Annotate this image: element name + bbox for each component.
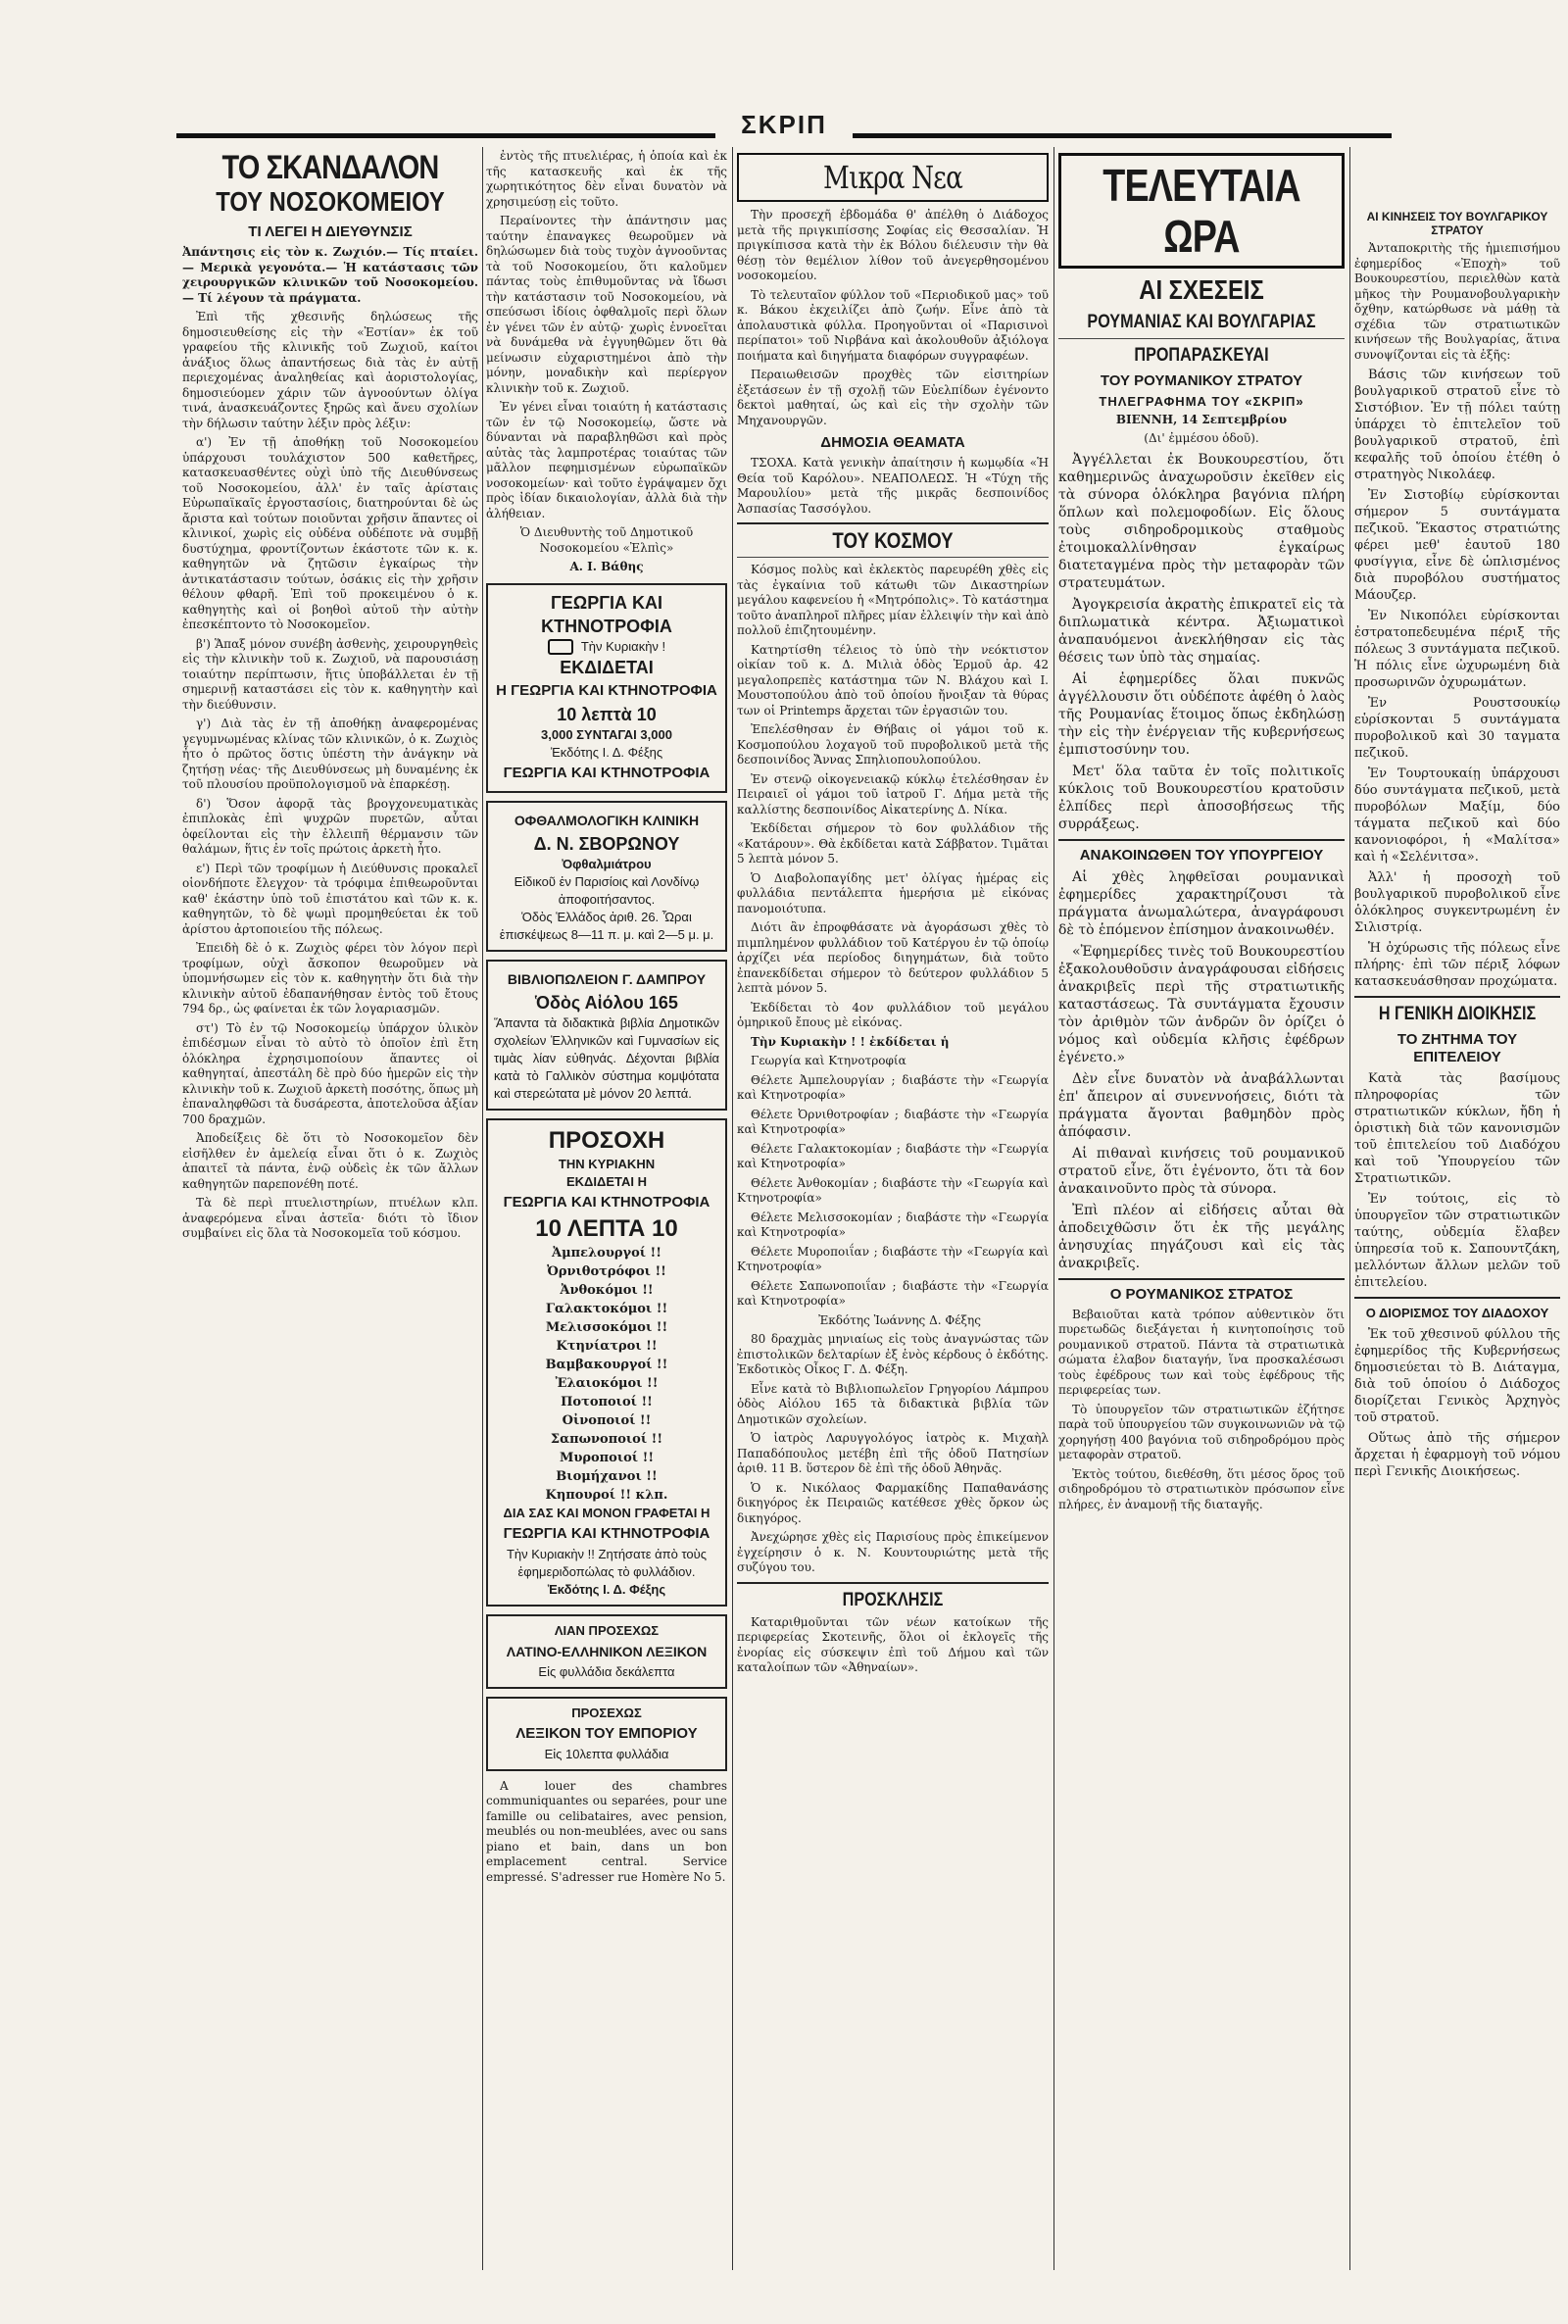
- column-4: [1058, 149, 1345, 2266]
- paragraph: Θέλετε Μελισσοκομίαν ; διαβάστε τὴν «Γεωργία καὶ Κτηνοτροφία»: [737, 1210, 1049, 1239]
- ad-line: ΓΕΩΡΓΙΑ ΚΑΙ ΚΤΗΝΟΤΡΟΦΙΑ: [503, 1524, 710, 1542]
- paragraph: Ἀγογκρεισία ἀκρατὴς ἐπικρατεῖ εἰς τὰ διπλωματικὰ κέντρα. Ἀξιωματικοὶ ἀναπαυόμενοι ἀνεκλήθησαν εἰς τὰς θέσεις των ὑπὸ τὰς σημαίας.: [1058, 596, 1345, 666]
- paragraph: Τὴν Κυριακὴν ! ! ἐκδίδεται ἡ: [751, 1034, 950, 1049]
- headline: ΑΝΑΚΟΙΝΩΘΕΝ ΤΟΥ ΥΠΟΥΡΓΕΙΟΥ: [1079, 846, 1324, 864]
- divider: [1058, 338, 1345, 339]
- masthead: [176, 106, 1392, 145]
- divider: [1058, 839, 1345, 841]
- ad-line: ΛΕΞΙΚΟΝ ΤΟΥ ΕΜΠΟΡΙΟΥ: [515, 1724, 698, 1742]
- ad-line: ΠΡΟΣΕΧΩΣ: [571, 1705, 642, 1720]
- list-item: Ἀμπελουργοί !!: [552, 1245, 662, 1261]
- paragraph: Γεωργία καὶ Κτηνοτροφία: [751, 1054, 906, 1067]
- paragraph: Αἱ χθὲς ληφθεῖσαι ρουμανικαὶ ἐφημερίδες χαρακτηρίζουσι τὰ πράγματα ἀνωμαλώτερα, ἀναγράφουσι δὲ τὸ ἑπόμενον ἐπίσημον ἀνακοινωθέν.: [1058, 868, 1345, 938]
- ad-line: ΕΚΔΙΔΕΤΑΙ Η: [565, 1173, 647, 1189]
- divider: [1354, 996, 1560, 998]
- ad-footer: ΓΕΩΡΓΙΑ ΚΑΙ ΚΤΗΝΟΤΡΟΦΙΑ: [503, 764, 710, 781]
- dateline-via: (Δι' ἐμμέσου ὁδοῦ).: [1144, 431, 1259, 445]
- headline: ΤΟ ΖΗΤΗΜΑ ΤΟΥ ΕΠΙΤΕΛΕΙΟΥ: [1396, 1031, 1518, 1065]
- article-subtitle: ΤΟΥ ΝΟΣΟΚΟΜΕΙΟΥ: [216, 186, 445, 217]
- paragraph: «Ἐφημερίδες τινὲς τοῦ Βουκουρεστίου ἐξακολουθοῦσιν ἀναγράφουσαι εἰδήσεις ἀνακριβεῖς περὶ τῆς στρατιωτικῆς καταστάσεως. Τὰ συντάγματα ἔχουσιν τὸν ἀριθμὸν τῶν ἀνδρῶν ὃν ὁρίζει ὁ νόμος καὶ οὐδεμία κλῆσις ἐφέδρων ἐγένετο.»: [1058, 943, 1345, 1065]
- list-item: Γαλακτοκόμοι !!: [545, 1301, 668, 1316]
- paragraph: 80 δραχμὰς μηνιαίως εἰς τοὺς ἀναγνώστας τῶν ἐπιστολικῶν δελταρίων ἐξ ἑνὸς κέρδους ὁ ἐκδότης. Ἐκδοτικὸς Οἶκος Γ. Δ. Φέξη.: [737, 1332, 1049, 1376]
- paragraph: Ἀνταποκριτὴς τῆς ἡμιεπισήμου ἐφημερίδος «Ἐποχὴ» τοῦ Βουκουρεστίου, περιελθὼν κατὰ μῆκος τὴν Ρουμανοβουλγαρικὴν ὄχθην, κατώρθωσε νὰ μάθῃ τὰ σχέδια τῶν στρατιωτικῶν κινήσεων τῆς Βουλγαρίας, ἅτινα συνοψίζονται εἰς τὰ ἑξῆς:: [1354, 241, 1560, 362]
- french-notice: A louer des chambres communiquantes ou separées, pour une famille ou celibataires, avec pension, meublés ou non-meublées, avec ou sans piano et bain, dans un bon emplacement central. Service empressé. S'adresser rue Homère No 5.: [486, 1778, 727, 1884]
- paragraph: Ἐν στενῷ οἰκογενειακῷ κύκλῳ ἐτελέσθησαν ἐν Πειραιεῖ οἱ γάμοι τοῦ ἰατροῦ Γ. Δήμα μετὰ τῆς καλλίστης δεσποινίδος Αἰκατερίνης Δ. Νίκα.: [737, 771, 1049, 816]
- ad-line: ΟΦΘΑΛΜΟΛΟΓΙΚΗ ΚΛΙΝΙΚΗ: [514, 812, 700, 828]
- headline: Ο ΔΙΟΡΙΣΜΟΣ ΤΟΥ ΔΙΑΔΟΧΟΥ: [1365, 1306, 1549, 1320]
- list-item: Ὀρνιθοτρόφοι !!: [547, 1263, 666, 1279]
- list-item: Κηπουροί !! κλπ.: [545, 1487, 668, 1503]
- paragraph: β') Ἅπαξ μόνον συνέβη ἀσθενὴς, χειρουργηθεὶς εἰς τὴν κλινικὴν τοῦ κ. Ζωχιοῦ, νὰ παρουσιάσῃ τοιαύτην περίπτωσιν, ἥτις ὑποβάλλεται ἐν τῇ σημερινῇ καταστάσει εἰς τὸν κ. καθηγητὴν καὶ τὴν διεύθυνσιν.: [182, 636, 478, 712]
- headline: Η ΓΕΝΙΚΗ ΔΙΟΙΚΗΣΙΣ: [1378, 1004, 1537, 1024]
- paragraph: Περαίνοντες τὴν ἀπάντησιν μας ταύτην ἐπαναγκες θεωροῦμεν νὰ δηλώσωμεν διὰ τοὺς τυχὸν ἀγνοοῦντας τὰ τοῦ Νοσοκομείου, ὅτι καλοῦμεν πάντας τοὺς ἐπιθυμοῦντας νὰ ἴδωσι τὴν κατάστασιν τοῦ Νοσοκομείου, νὰ σπεύσωσι ἰδίοις ὀφθαλμοῖς περὶ ὅλων ἐν γένει τῶν ἐν αὐτῷ· χωρὶς ἐννοεῖται νὰ δυνάμεθα νὰ ἐγγυηθῶμεν ὅτι θὰ μείνωσιν εὐχαριστημένοι ἀπὸ τὴν μόνην, μοναδικὴν καὶ περίεργον κλινικὴν τοῦ κ. Ζωχιοῦ.: [486, 214, 727, 395]
- paragraph: Βάσις τῶν κινήσεων τοῦ βουλγαρικοῦ στρατοῦ εἶνε τὸ Σιστόβιον. Ἐν τῇ πόλει ταύτῃ ὑπάρχει τὸ ἐπιτελεῖον τοῦ βουλγαρικοῦ στρατοῦ, ἐπὶ κεφαλῆς τοῦ ὁποίου ἐτέθη ὁ στρατηγὸς Νικολάεφ.: [1354, 368, 1560, 482]
- list-item: Οἰνοποιοί !!: [562, 1412, 652, 1428]
- paragraph: Ἐκδότης Ἰωάννης Δ. Φέξης: [818, 1312, 981, 1327]
- paragraph: Αἱ πιθαναὶ κινήσεις τοῦ ρουμανικοῦ στρατοῦ εἶνε, ὅτι ἐγένοντο, ὅτι τὰ 6ον ἀνακαινοῦντο πρὸς τὰ σύνορα.: [1058, 1145, 1345, 1197]
- divider: [737, 557, 1049, 558]
- article-kicker: ΤΙ ΛΕΓΕΙ Η ΔΙΕΥΘΥΝΣΙΣ: [248, 223, 413, 240]
- list-item: Κτηνίατροι !!: [556, 1338, 658, 1354]
- column-3: [737, 149, 1049, 2266]
- paragraph: Ἐπὶ πλέον αἱ εἰδήσεις αὗται θὰ ἀποδειχθῶσιν ὅτι ἐκ τῆς μεγάλης ἀνησυχίας πηγάζουσι καὶ εἰς τὰς ἀνακριβεῖς.: [1058, 1202, 1345, 1271]
- paragraph: Ἐν Σιστοβίῳ εὑρίσκονται σήμερον 5 συντάγματα πεζικοῦ. Ἕκαστος στρατιώτης φέρει μεθ' ἑαυτοῦ 180 φυσίγγια, εἶνε δὲ ὡπλισμένος διὰ πυροβόλου συστήματος Μάουζερ.: [1354, 488, 1560, 603]
- paragraph: ἐντὸς τῆς πτυελιέρας, ἡ ὁποία καὶ ἐκ τῆς κατασκευῆς καὶ ἐκ τῆς χωρητικότητος δὲν εἶναι δυνατὸν νὰ χρησιμεύσῃ εἰς τοῦτο.: [486, 149, 727, 209]
- headline: ΡΟΥΜΑΝΙΑΣ ΚΑΙ ΒΟΥΛΓΑΡΙΑΣ: [1087, 312, 1316, 332]
- list-item: Βαμβακουργοί !!: [545, 1357, 668, 1372]
- telegram-label: ΤΗΛΕΓΡΑΦΗΜΑ ΤΟΥ «ΣΚΡΙΠ»: [1099, 394, 1304, 409]
- paragraph: Ὁ Διαβολοπαγίδης μετ' ὀλίγας ἡμέρας εἰς φυλλάδια πεντάλεπτα ἡμερήσια μὲ εἰκόνας πανομοιότυπα.: [737, 870, 1049, 915]
- section-heading: ΤΟΥ ΚΟΣΜΟΥ: [832, 528, 954, 553]
- paragraph: Ἀνεχώρησε χθὲς εἰς Παρισίους πρὸς ἐπικείμενον ἐγχείρησιν ὁ κ. Ν. Κουντουριώτης μετὰ τῆς συζύγου του.: [737, 1530, 1049, 1574]
- list-item: Σαπωνοποιοί !!: [550, 1431, 663, 1447]
- paragraph: Θέλετε Σαπωνοποιΐαν ; διαβάστε τὴν «Γεωργία καὶ Κτηνοτροφία»: [737, 1278, 1049, 1308]
- paragraph: Οὕτως ἀπὸ τῆς σήμερον ἄρχεται ἡ ἐφαρμογὴ τοῦ νόμου περὶ Γενικῆς Διοικήσεως.: [1354, 1431, 1560, 1479]
- paragraph: Κατὰ τὰς βασίμους πληροφορίας τῶν στρατιωτικῶν κύκλων, ἤδη ἡ ὁριστικὴ διὰ τῶν κανονισμῶν τοῦ ἐπιτελείου τοῦ Διαδόχου καὶ τοῦ Ὑπουργείου τῶν Στρατιωτικῶν.: [1354, 1071, 1560, 1186]
- ad-line: 3,000 ΣΥΝΤΑΓΑΙ 3,000: [541, 726, 672, 742]
- paragraph: Ἐν γένει εἶναι τοιαύτη ἡ κατάστασις τῶν ἐν τῷ Νοσοκομείῳ, ὥστε νὰ δύνανται νὰ παραβληθῶσι καὶ πρὸς αὐτὰς τὰς λαμπροτέρας τοιαύτας τῶν μᾶλλον πεφημισμένων εὐρωπαϊκῶν νοσοκομείων· καὶ τοῦτο ἐγράψαμεν ὄχι πρὸς ἰδίαν δικαιολογίαν, ἀλλὰ διὰ τὴν ἀλήθειαν.: [486, 400, 727, 520]
- ad-line: Ὁδὸς Αἰόλου 165: [535, 992, 678, 1013]
- title-spacer: [1354, 149, 1560, 204]
- column-5: [1354, 149, 1560, 2266]
- paragraph: Θέλετε Ἀνθοκομίαν ; διαβάστε τὴν «Γεωργία καὶ Κτηνοτροφία»: [737, 1175, 1049, 1205]
- paragraph: Δὲν εἶνε δυνατὸν νὰ ἀναβάλλωνται ἐπ' ἄπειρον αἱ συνεννοήσεις, διότι τὰ πράγματα ἄγονται βαθμηδὸν πρὸς ἀπόφασιν.: [1058, 1070, 1345, 1140]
- divider: [737, 522, 1049, 524]
- ad-line: Ἐκδότης Ι. Δ. Φέξης: [550, 744, 663, 760]
- ad-line: Εἰς φυλλάδια δεκάλεπτα: [538, 1663, 675, 1679]
- ad-line: Ὁδὸς Ἑλλάδος ἀριθ. 26. Ὧραι ἐπισκέψεως 8—11 π. μ. καὶ 2—5 μ. μ.: [499, 909, 714, 942]
- ad-line: Ὀφθαλμιάτρου: [562, 856, 652, 871]
- paragraph: Διότι ἂν ἐπροφθάσατε νὰ ἀγοράσωσι χθὲς τὸ πιμπλημένον φυλλάδιον τοῦ Κατέργου ἐν τῷ ὁποίῳ ἀρχίζει νέα περίοδος διηγημάτων, διὰ τοῦτο ἐπανεκδίδεται σήμερον τὸ δεύτερον φυλλάδιον 5 λεπτὰ μόνον 5.: [737, 920, 1049, 995]
- ad-prosochi: [486, 1118, 727, 1607]
- paragraph: Ἀποδείξεις δὲ ὅτι τὸ Νοσοκομεῖον δὲν εἰσῆλθεν ἐν ἀμελείᾳ εἶναι ὅτι ὁ κ. Ζωχιὸς ἀπαιτεῖ τὰ πάντα, ἐνῷ οὐδεὶς ἐκ τῶν ἄλλων καθηγητῶν παρεπονέθη ποτέ.: [182, 1131, 478, 1191]
- paragraph: Ἐπὶ τῆς χθεσινῆς δηλώσεως τῆς δημοσιευθείσης εἰς τὴν «Ἑστίαν» ἐκ τοῦ γραφείου τῆς κλινικῆς τοῦ Ζωχιοῦ, καίτοι ἀνάξιος ὅλως ἀπαντήσεως διὰ τὰς ἐν αὐτῇ περιεχομένας ἀναληθείας καὶ ἀοριστολογίας, δημοσιεύομεν χάριν τῶν ἀγνοούντων ὀλίγα τινά, ἀνασκευάζοντες ξηρῶς καὶ ἄνευ σχολίων τὴν δήλωσιν ταύτην λέξιν πρὸς λέξιν:: [182, 310, 478, 430]
- ad-list: [494, 1244, 719, 1505]
- ad-line: 10 ΛΕΠΤΑ 10: [535, 1214, 678, 1242]
- dateline: ΒΙΕΝΝΗ, 14 Σεπτεμβρίου: [1115, 412, 1288, 426]
- paragraph: Τὴν προσεχῆ ἑβδομάδα θ' ἀπέλθη ὁ Διάδοχος μετὰ τῆς πριγκιπίσσης Σοφίας εἰς Θεσσαλίαν. Ἡ πριγκίπισσα κατὰ τὴν ἐκ Βόλου διέλευσιν τὴν θὰ θέσῃ τὸν θεμέλιον λίθον τοῦ ἀνεγερθησομένου νοσοκομείου.: [737, 208, 1049, 282]
- column-2: [486, 149, 727, 2266]
- ad-line: 10 λεπτὰ 10: [557, 704, 657, 724]
- column-divider: [732, 147, 733, 2270]
- ad-line: Ἐκδότης Ι. Δ. Φέξης: [547, 1581, 666, 1597]
- ad-line: ΓΕΩΡΓΙΑ ΚΑΙ ΚΤΗΝΟΤΡΟΦΙΑ: [503, 1193, 710, 1211]
- paragraph: ε') Περὶ τῶν τροφίμων ἡ Διεύθυνσις προκαλεῖ οἱονδήποτε ἔλεγχον· τὰ τρόφιμα ἐπιθεωροῦνται καθ' ἑκάστην ὑπὸ τοῦ ἐπιστάτου καὶ τῶν κ. κ. καθηγητῶν, τὸ δὲ ψωμὶ προμηθεύεται ἐκ τοῦ ἀρίστου ἀρτοποιείου τῆς πόλεως.: [182, 861, 478, 936]
- divider: [737, 1582, 1049, 1584]
- headline: ΑΙ ΚΙΝΗΣΕΙΣ ΤΟΥ ΒΟΥΛΓΑΡΙΚΟΥ ΣΤΡΑΤΟΥ: [1366, 210, 1548, 237]
- ad-line: [494, 638, 719, 656]
- column-1: [182, 149, 478, 2266]
- paragraph: Τὸ τελευταῖον φύλλον τοῦ «Περιοδικοῦ μας» τοῦ κ. Βάκου ἐκχειλίζει ἀπὸ ζωήν. Εἶνε ἀπὸ τὰ ἀπολαυστικὰ φύλλα. Προηγοῦνται οἱ «Παρισινοὶ περίπατοι» τοῦ Νιρβάνα καὶ ἀκολουθοῦν ἀξιόλογα ποιήματα καὶ διηγήματα διαφόρων συγγραφέων.: [737, 287, 1049, 363]
- section-heading: ΔΗΜΟΣΙΑ ΘΕΑΜΑΤΑ: [820, 434, 965, 451]
- ad-line: Η ΓΕΩΡΓΙΑ ΚΑΙ ΚΤΗΝΟΤΡΟΦΙΑ: [496, 681, 717, 699]
- latest-title: ΤΕΛΕΥΤΑΙΑ ΩΡΑ: [1102, 160, 1300, 262]
- masthead-title: ΣΚΡΙΠ: [715, 110, 853, 140]
- list-item: Μυροποιοί !!: [559, 1450, 655, 1465]
- ad-line: Τὴν Κυριακὴν !! Ζητήσατε ἀπὸ τοὺς ἐφημεριδοπώλας τὸ φυλλάδιον.: [506, 1546, 708, 1579]
- signature-name: Α. Ι. Βάθης: [569, 560, 644, 573]
- headline: ΑΙ ΣΧΕΣΕΙΣ: [1139, 274, 1264, 305]
- list-item: Ἀνθοκόμοι !!: [560, 1282, 654, 1298]
- divider: [1058, 1278, 1345, 1280]
- ad-line: ΠΡΟΣΟΧΗ: [548, 1126, 665, 1154]
- paragraph: Ἀλλ' ἡ προσοχὴ τοῦ βουλγαρικοῦ πυροβολικοῦ εἶνε ὁλόκληρος συγκεντρωμένη ἐν Σιλιστρίᾳ.: [1354, 870, 1560, 935]
- paragraph: Ἐπειδὴ δὲ ὁ κ. Ζωχιὸς φέρει τὸν λόγον περὶ τροφίμων, οὐχὶ ἄσκοπον θεωροῦμεν νὰ ὑπομνήσωμεν εἰς τὸν κ. καθηγητὴν ὅτι διὰ τὴν κλινικὴν αὐτοῦ ἐδαπανήθησαν ἐντὸς τοῦ ἔτους 794 δρ., ὡς φαίνεται ἐκ τῶν λογαριασμῶν.: [182, 941, 478, 1015]
- paragraph: Θέλετε Γαλακτοκομίαν ; διαβάστε τὴν «Γεωργία καὶ Κτηνοτροφία»: [737, 1141, 1049, 1170]
- column-divider: [1349, 147, 1350, 2270]
- headline: ΠΡΟΠΑΡΑΣΚΕΥΑΙ: [1134, 345, 1269, 366]
- paragraph: Ἐν Ρουστσουκίῳ εὑρίσκονται 5 συντάγματα πυροβολικοῦ καὶ 30 ταγματα πεζικοῦ.: [1354, 696, 1560, 761]
- paragraph: Ἐν Τουρτουκαίῃ ὑπάρχουσι δύο συντάγματα πεζικοῦ, μετὰ πυροβόλων Μαξίμ, δύο τάγματα πεζικοῦ καὶ δύο κανονιοφόροι, ἡ «Μαλίτσα» καὶ ἡ «Σελένιτσα».: [1354, 766, 1560, 865]
- ad-line: Εἰς 10λεπτα φυλλάδια: [544, 1746, 669, 1761]
- ad-georgia: [486, 583, 727, 793]
- list-item: Ποτοποιοί !!: [561, 1394, 653, 1409]
- paragraph: Θέλετε Μυροποιΐαν ; διαβάστε τὴν «Γεωργία καὶ Κτηνοτροφία»: [737, 1244, 1049, 1273]
- paragraph: Θέλετε Ὀρνιθοτροφίαν ; διαβάστε τὴν «Γεωργία καὶ Κτηνοτροφία»: [737, 1107, 1049, 1136]
- paragraph: Μετ' ὅλα ταῦτα ἐν τοῖς πολιτικοῖς κύκλοις τοῦ Βουκουρεστίου κρατοῦσιν ἐλπίδες περὶ ἀποσοβήσεως τῆς συρράξεως.: [1058, 763, 1345, 832]
- ad-line: Ἅπαντα τὰ διδακτικὰ βιβλία Δημοτικῶν σχολείων Ἑλληνικῶν καὶ Γυμνασίων εἰς τιμὰς λίαν εὐθηνάς. Δέχονται βιβλία κατὰ τὸ Γαλλικὸν σύστημα κομψότατα καὶ στερεώτατα μὲ μόνον 20 λεπτά.: [494, 1014, 719, 1101]
- list-item: Ἐλαιοκόμοι !!: [555, 1375, 659, 1391]
- paragraph: δ') Ὅσον ἀφορᾷ τὰς βρογχονευματικὰς ἐπιπλοκὰς ἐπὶ ψυχρῶν πυρετῶν, αὗται ὀφείλονται εἰς τὴν ἐλλειπῆ θέρμανσιν τῶν θαλάμων, ἥτις ἐν τοῖς πρώτοις ἀρκετὴ ἦτο.: [182, 796, 478, 856]
- ad-text: Τὴν Κυριακὴν !: [580, 638, 666, 654]
- ad-line: ΕΚΔΙΔΕΤΑΙ: [560, 657, 654, 677]
- paragraph: Καταριθμοῦνται τῶν νέων κατοίκων τῆς περιφερείας Σκοτεινῆς, ὅλοι οἱ ἐκλογεῖς τῆς ἐνορίας εἰς σύσκεψιν ἐπὶ τοῦ Δήμου καὶ τῶν καταλοίπων τῶν «Ἀθηναίων».: [737, 1614, 1049, 1674]
- ad-line: ΛΙΑΝ ΠΡΟΣΕΧΩΣ: [554, 1622, 660, 1638]
- ad-line: ΔΙΑ ΣΑΣ ΚΑΙ ΜΟΝΟΝ ΓΡΑΦΕΤΑΙ Η: [503, 1505, 710, 1520]
- article-title: ΤΟ ΣΚΑΝΔΑΛΟΝ: [221, 149, 439, 186]
- list-item: Βιομήχανοι !!: [556, 1468, 658, 1484]
- paragraph: ΤΣΟΧΑ. Κατὰ γενικὴν ἀπαίτησιν ἡ κωμῳδία «Ἡ Θεία τοῦ Καρόλου». ΝΕΑΠΟΛΕΩΣ. Ἡ «Τύχη τῆς Μαρουλίου» μετὰ τῆς μικρᾶς δεσποινίδος Ἀσπασίας Τασσόγλου.: [737, 456, 1049, 516]
- paragraph: Ἐκ τοῦ χθεσινοῦ φύλλου τῆς ἐφημερίδος τῆς Κυβερνήσεως δημοσιεύεται τὸ Β. Διάταγμα, διὰ τοῦ ὁποίου ὁ Διάδοχος διορίζεται Γενικὸς Ἀρχηγὸς τοῦ στρατοῦ.: [1354, 1327, 1560, 1425]
- ad-line: Δ. Ν. ΣΒΟΡΩΝΟΥ: [533, 833, 680, 854]
- list-item: Μελισσοκόμοι !!: [545, 1319, 668, 1335]
- paragraph: Περαιωθεισῶν προχθὲς τῶν εἰσιτηρίων ἐξετάσεων ἐν τῇ σχολῇ τῶν Εὐελπίδων ἐγένοντο δεκτοὶ μαθηταί, ὡς καὶ εἰς τὴν σχολὴν τῶν Μηχανουργῶν.: [737, 368, 1049, 427]
- column-divider: [482, 147, 483, 2270]
- ad-line: ΒΙΒΛΙΟΠΩΛΕΙΟΝ Γ. ΔΑΜΠΡΟΥ: [507, 970, 707, 987]
- paragraph: Ἡ ὀχύρωσις τῆς πόλεως εἶνε πλήρης· ἐπὶ τῶν πέριξ λόφων κατασκευάσθησαν προχώματα.: [1354, 941, 1560, 989]
- paragraph: α') Ἐν τῇ ἀποθήκῃ τοῦ Νοσοκομείου ὑπάρχουσι τουλάχιστον 500 καθετῆρες, κατασκευασθέντες οὐχὶ ὑπὸ τῆς Διευθύνσεως τοῦ Νοσοκομείου, ἀλλ' ἐν ταῖς ἀρίσταις Εὐρωπαϊκαῖς ἐργοστασίοις, διατηρούνται δὲ ὡς ἄριστα καὶ τούτων ποιοῦνται χρῆσιν ἅπαντες οἱ κλινικοί, χωρὶς εἰς οὐδένα οὐδέποτε νὰ συμβῇ δυστύχημα, φροντίζοντων ἑκάστοτε τῶν κ. κ. καθηγητῶν νὰ ζητῶσιν ἐγκαίρως τὴν ἀντικατάστασιν τούτων, ὁσάκις εἰς τὴν χρῆσιν θέλουν φθαρῆ. Ἐπὶ τοῦ προκειμένου ὁ κ. καθηγητὴς καὶ οἱ βοηθοὶ αὐτοῦ τὴν αὐτὴν ἐπεσκέπτοντο τὸ Νοσοκομεῖον.: [182, 435, 478, 631]
- ad-latin-lexicon: [486, 1614, 727, 1689]
- paragraph: Ἐκδίδεται σήμερον τὸ 6ον φυλλάδιον τῆς «Κατάρουν». Θὰ ἐκδίδεται κατὰ Σάββατον. Τιμᾶται 5 λεπτὰ μόνον 5.: [737, 821, 1049, 865]
- ad-line: ΤΗΝ ΚΥΡΙΑΚΗΝ: [558, 1156, 656, 1171]
- paragraph: Ἀγγέλλεται ἐκ Βουκουρεστίου, ὅτι καθημερινῶς ἀναχωροῦσιν ἐκεῖθεν εἰς τὰ σύνορα ὁλόκληρα βαγόνια πλήρη ὅπλων καὶ πολεμοφοδίων. Εἰς ὅλους τοὺς σιδηροδρομικοὺς σταθμοὺς ἐτοιμοκαλλίνθησαν ἐγκαίρως διατεταγμένα πρὸς τὴν μεταφορὰν τῶν στρατευμάτων.: [1058, 451, 1345, 591]
- paragraph: Τὸ ὑπουργεῖον τῶν στρατιωτικῶν ἐζήτησε παρὰ τοῦ ὑπουργείου τῶν συγκοινωνιῶν νὰ τῷ χορηγήσῃ 400 βαγόνια τοῦ σιδηροδρόμου πρὸς μεταφορὰν στρατοῦ.: [1058, 1402, 1345, 1461]
- paragraph: Εἶνε κατὰ τὸ Βιβλιοπωλεῖον Γρηγορίου Λάμπρου ὁδὸς Αἰόλου 165 τὰ διδακτικὰ βιβλία τῶν Δημοτικῶν σχολείων.: [737, 1381, 1049, 1426]
- paragraph: Τὰ δὲ περὶ πτυελιστηρίων, πτυέλων κλπ. ἀναφερόμενα εἶναι ἀστεῖα· διότι τὸ ἴδιον συμβαίνει εἰς ὅλα τὰ Νοσοκομεῖα τοῦ κόσμου.: [182, 1196, 478, 1240]
- paragraph: Αἱ ἐφημερίδες ὅλαι πυκνῶς ἀγγέλλουσιν ὅτι οὐδέποτε ἀφέθη ὁ λαὸς τῆς Ρουμανίας ἕτοιμος ὅπως ἐκδηλώσῃ τὴν εἰς τὴν ἐνέργειαν τῆς κυβερνήσεως ἐμπιστοσύνην του.: [1058, 670, 1345, 758]
- divider: [1354, 1297, 1560, 1299]
- ad-bookshop: [486, 960, 727, 1111]
- section-heading: ΠΡΟΣΚΛΗΣΙΣ: [842, 1589, 944, 1610]
- headline: Ο ΡΟΥΜΑΝΙΚΟΣ ΣΤΡΑΤΟΣ: [1109, 1285, 1294, 1303]
- pointing-hand-icon: [548, 639, 573, 655]
- section-title-box: [737, 153, 1049, 202]
- latest-title-box: [1058, 153, 1345, 269]
- signature-role: Ὁ Διευθυντὴς τοῦ Δημοτικοῦ Νοσοκομείου «Ἐλπὶς»: [519, 525, 694, 555]
- paragraph: Θέλετε Ἀμπελουργίαν ; διαβάστε τὴν «Γεωργία καὶ Κτηνοτροφία»: [737, 1072, 1049, 1102]
- article-lead: Ἀπάντησις εἰς τὸν κ. Ζωχιόν.— Τίς πταίει.— Μερικὰ γεγονότα.— Ἡ κατάστασις τῶν χειρουργικῶν κλινικῶν τοῦ Νοσοκομείου.— Τί λέγουν τὰ πράγματα.: [182, 245, 478, 305]
- paragraph: γ') Διὰ τὰς ἐν τῇ ἀποθήκῃ ἀναφερομένας γεγυμνωμένας κλίνας τῶν κλινικῶν, ὁ κ. Ζωχιὸς ἦτο ὁ πρῶτος ὅστις ὑπέστη τὴν ἀνάγκην νὰ ζητήσῃ νέας· τῆς Διευθύνσεως μὴ δυναμένης ἐκ τοῦ πλουσίου προϋπολογισμοῦ νὰ ἐπαρκέσῃ.: [182, 717, 478, 791]
- headline: ΤΟΥ ΡΟΥΜΑΝΙΚΟΥ ΣΤΡΑΤΟΥ: [1100, 372, 1303, 389]
- paragraph: Ἐκδίδεται τὸ 4ον φυλλάδιον τοῦ μεγάλου ὁμηρικοῦ ἔπους μὲ εἰκόνας.: [737, 1000, 1049, 1029]
- section-title: Μικρα Νεα: [823, 159, 962, 196]
- paragraph: Κόσμος πολὺς καὶ ἐκλεκτὸς παρευρέθη χθὲς εἰς τὰς ἐγκαίνια τοῦ κάτωθι τῶν Δικαστηρίων μεγάλου καφενείου ἡ «Μητρόπολις». Τὸ κατάστημα τοῦτο ἀναπληροῖ πλῆρες μίαν ἐλλειψίν τὴν καὶ ἀπὸ πολλοῦ ἐπιζητουμένην.: [737, 563, 1049, 637]
- paragraph: Ἐπελέσθησαν ἐν Θήβαις οἱ γάμοι τοῦ κ. Κοσμοπούλου λοχαγοῦ τοῦ πυροβολικοῦ μετὰ τῆς δεσποινίδος Ἄννας Σπηλιοπουλοπούλου.: [737, 722, 1049, 766]
- paragraph: Κατηρτίσθη τέλειος τὸ ὑπὸ τὴν νεόκτιστον οἰκίαν τοῦ κ. Δ. Μιλιὰ ὁδὸς Ἑρμοῦ ἀρ. 42 μεγαλοπρεπὲς κατάστημα τῶν Ν. Βλάχου καὶ Ι. Μουστοπούλου ἀπὸ τοῦ ὁποίου ἤνοιξαν τὰ θύρας των οἱ Printemps ἄρχεται τῶν ἐργασιῶν του.: [737, 642, 1049, 717]
- paragraph: Ἐν Νικοπόλει εὑρίσκονται ἐστρατοπεδευμένα πέριξ τῆς πόλεως 3 συντάγματα πεζικοῦ. Ἡ πόλις εἶνε ὠχυρωμένη διὰ προσωρινῶν ὀχυρωμάτων.: [1354, 609, 1560, 690]
- paragraph: στ') Τὸ ἐν τῷ Νοσοκομείῳ ὑπάρχον ὑλικὸν ἐπιδέσμων εἶναι τὸ αὐτὸ τὸ ὁποῖον ἐπὶ ἔτη ὁλόκληρα ἐχρησιμοποίουν ἅπαντες οἱ καθηγηταί, ἀπεστάλη δὲ πρὸ δύο ἡμερῶν εἰς τὴν κλινικὴν τοῦ κ. Ζωχιοῦ ἀρκετὴ ποσότης, ὅπως μὴ ἐπαναληφθῶσι τὰ δυσάρεστα, ἀποτελοῦσα ἀξίαν 700 δραχμῶν.: [182, 1020, 478, 1126]
- paragraph: Ἐκτὸς τούτου, διεθέσθη, ὅτι μέσος ὅρος τοῦ σιδηροδρόμου τὸ στρατιωτικὸν πρόσωπον εἶνε πλήρες, ἐν ἀναμονῇ τῆς διαταγῆς.: [1058, 1466, 1345, 1511]
- ad-header: ΓΕΩΡΓΙΑ ΚΑΙ ΚΤΗΝΟΤΡΟΦΙΑ: [541, 592, 672, 636]
- paragraph: Βεβαιοῦται κατὰ τρόπον αὐθεντικὸν ὅτι πυρετωδῶς διεξάγεται ἡ κινητοποίησις τοῦ ρουμανικοῦ στρατοῦ. Πάντα τὰ στρατιωτικὰ σώματα ἐλαβον διαταγήν, ἵνα προσκαλέσωσι τοὺς ἐφέδρους των καὶ τοὺς ἐφέδρους τῆς περιφερείας των.: [1058, 1307, 1345, 1397]
- paragraph: Ἐν τούτοις, εἰς τὸ ὑπουργεῖον τῶν στρατιωτικῶν ταύτης, οὐδεμία ἔλαβεν ὑπηρεσία τοῦ κ. Σαπουντζάκη, μελλόντων ἄλλων μελῶν τοῦ ἐπιτελείου.: [1354, 1192, 1560, 1290]
- ad-commerce-lexicon: [486, 1697, 727, 1771]
- paragraph: Ὁ ἰατρὸς Λαρυγγολόγος ἰατρὸς κ. Μιχαὴλ Παπαδόπουλος μετέβη ἐπὶ τῆς ὁδοῦ Πατησίων ἀριθ. 11 Β. ὕστερον δὲ ἐπὶ τῆς ὁδοῦ Ἀθηνᾶς.: [737, 1431, 1049, 1475]
- ad-clinic: [486, 801, 727, 952]
- ad-line: ΛΑΤΙΝΟ-ΕΛΛΗΝΙΚΟΝ ΛΕΞΙΚΟΝ: [506, 1643, 708, 1659]
- paragraph: Ὁ κ. Νικόλαος Φαρμακίδης Παπαθανάσης δικηγόρος ἐκ Πειραιῶς κατέθεσε χθὲς ὄρκον ὡς δικηγόρος.: [737, 1480, 1049, 1525]
- ad-line: Εἰδικοῦ ἐν Παρισίοις καὶ Λονδίνῳ ἀποφοιτήσαντος.: [514, 873, 700, 907]
